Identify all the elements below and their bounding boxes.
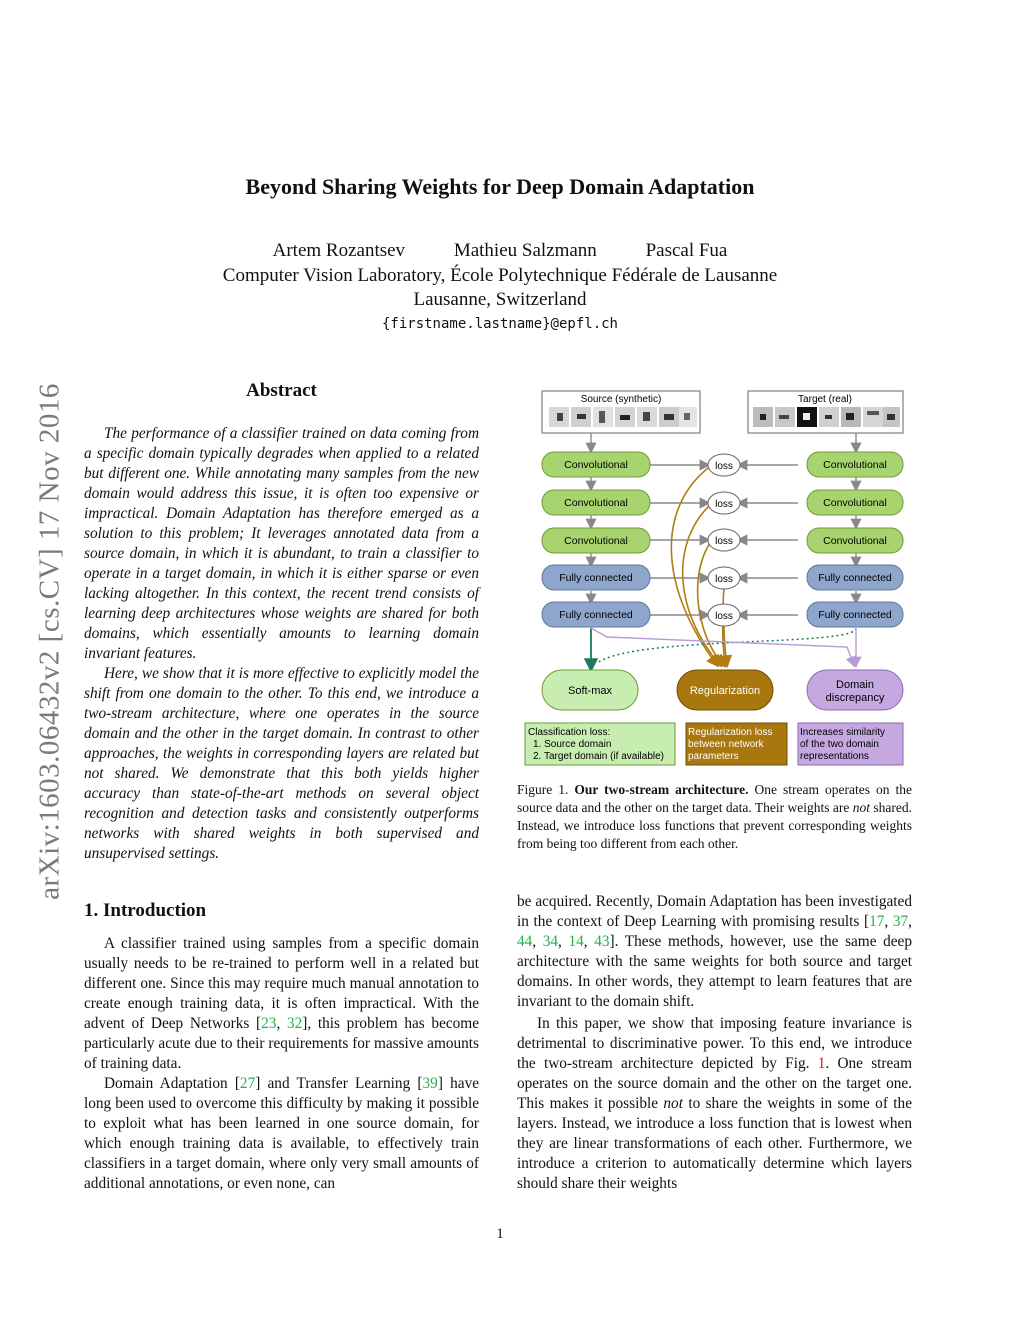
citation-link[interactable]: 17 (869, 913, 885, 930)
target-layer-label: Fully connected (818, 609, 892, 621)
abstract-paragraph: The performance of a classifier trained on data coming from a specific domain typically degrades when applied to a related but different one. While annotating many samples from the new domain would address this issue, it is often too expensive or impractical. Domain Adaptation has therefore emerged as a solution to this problem; It leverages annotated data from a source domain, in which it is abundant, to train a classifier to operate in a target domain, in which it is either sparse or even lacking altogether. In this context, the recent trend consists of learning deep architectures whose weights are shared for both domains, which essentially amounts to learning domain invariant features. (84, 425, 479, 662)
source-label: Source (synthetic) (580, 394, 662, 405)
figure-link[interactable]: 1 (817, 1055, 826, 1072)
intro-left-column (84, 934, 479, 1194)
target-layer-label: Convolutional (823, 459, 887, 471)
svg-text:loss: loss (715, 499, 733, 510)
svg-text:loss: loss (715, 611, 733, 622)
paper-title: Beyond Sharing Weights for Deep Domain Adaptation (245, 174, 755, 199)
citation-link[interactable]: 34 (542, 933, 559, 950)
svg-text:of the two domain: of the two domain (800, 739, 879, 750)
target-stream (807, 452, 903, 627)
svg-text:1. Source domain: 1. Source domain (533, 739, 612, 750)
location: Lausanne, Switzerland (413, 289, 587, 310)
intro-paragraph: A classifier trained using samples from a specific domain usually needs to be re-trained to perform well in a related but different one. Since this may require much manual annotation to create enough training data, it is often impractical. With the advent of Deep Networks [23, 32], this problem has become particularly acute due to their requirements for massive amounts of training data. (84, 935, 479, 1072)
target-layer-label: Fully connected (818, 572, 892, 584)
citation-link[interactable]: 39 (422, 1075, 438, 1092)
svg-text:loss: loss (715, 574, 733, 585)
author-list (0, 240, 1000, 262)
email: {firstname.lastname}@epfl.ch (381, 316, 618, 332)
target-image-strip (753, 407, 900, 427)
author-name: Artem Rozantsev (272, 240, 406, 261)
discrepancy-label: Domain (836, 679, 874, 691)
author-name: Mathieu Salzmann (453, 240, 597, 261)
affiliation: Computer Vision Laboratory, École Polytechnique Fédérale de Lausanne (222, 265, 778, 286)
svg-text:between network: between network (688, 739, 764, 750)
source-stream (542, 452, 650, 627)
svg-text:parameters: parameters (688, 751, 739, 762)
svg-text:loss: loss (715, 536, 733, 547)
regularization-label: Regularization (689, 685, 761, 697)
softmax-label: Soft-max (567, 685, 613, 697)
citation-link[interactable]: 44 (517, 933, 533, 950)
intro-paragraph: Domain Adaptation [27] and Transfer Learning [39] have long been used to overcome this difficulty by making it possible to exploit what has been learned in one source domain, for which enough training data is available, to effectively train classifiers in a target domain, where only very small amounts of additional annotations, or even none, can (84, 1075, 480, 1192)
svg-text:Increases similarity: Increases similarity (800, 727, 886, 738)
citation-link[interactable]: 23 (261, 1015, 277, 1032)
intro-right-column (517, 892, 912, 1194)
source-layer-label: Convolutional (564, 497, 628, 509)
arxiv-stamp (30, 345, 70, 945)
architecture-figure (517, 385, 917, 770)
svg-text:Regularization loss: Regularization loss (688, 727, 773, 738)
citation-link[interactable]: 43 (594, 933, 610, 950)
svg-text:Classification loss:: Classification loss: (528, 727, 611, 738)
source-image-strip (549, 407, 697, 427)
abstract-body (84, 424, 479, 864)
source-layer-label: Fully connected (559, 572, 633, 584)
discrepancy-label: discrepancy (825, 692, 885, 704)
target-label: Target (real) (798, 394, 852, 405)
figure-caption: Figure 1. Our two-stream architecture. One stream operates on the source data and the other on the target data. Their weights are not shared. Instead, we introduce loss functions that prevent corresponding weights from being too different from each other. (517, 782, 912, 851)
target-layer-label: Convolutional (823, 497, 887, 509)
source-layer-label: Convolutional (564, 459, 628, 471)
abstract-paragraph: Here, we show that it is more effective to explicitly model the shift from one domain to the other. To this end, we introduce a two-stream architecture, where one operates in the source domain and the other in the target domain. In contrast to other approaches, the weights in corresponding layers are related but not shared. We demonstrate that this both yields higher accuracy than state-of-the-art methods on several object recognition and detection tasks and consistently outperforms networks with shared weights in both supervised and unsupervised settings. (84, 665, 479, 862)
svg-text:representations: representations (800, 751, 869, 762)
citation-link[interactable]: 14 (568, 933, 584, 950)
arxiv-id: arXiv:1603.06432v2 [cs.CV] 17 Nov 2016 (33, 383, 66, 900)
citation-link[interactable]: 27 (239, 1075, 256, 1092)
intro-paragraph: be acquired. Recently, Domain Adaptation has been investigated in the context of Deep Learning with promising results [17, 37, 44, 34, 14, 43]. These methods, however, use the same deep architecture with the same weights for both source and target domains. In other words, they attempt to learn features that are invariant to the domain shift. (517, 893, 912, 1010)
target-layer-label: Convolutional (823, 535, 887, 547)
svg-text:2. Target domain (if available: 2. Target domain (if available) (533, 751, 664, 762)
page-number: 1 (496, 1226, 504, 1242)
abstract-heading: Abstract (246, 380, 317, 401)
source-layer-label: Fully connected (559, 609, 633, 621)
intro-paragraph: In this paper, we show that imposing feature invariance is detrimental to discriminative power. To this end, we introduce the two-stream architecture depicted by Fig. 1. One stream operates on the source domain and the other on the target one. This makes it possible not to share the weights in some of the layers. Instead, we introduce a loss function that is lowest when they are linear transformations of each other. Furthermore, we introduce a criterion to automatically determine which layers should share their weights (517, 1015, 912, 1192)
citation-link[interactable]: 32 (286, 1015, 303, 1032)
section-heading: 1. Introduction (84, 900, 207, 921)
citation-link[interactable]: 37 (892, 913, 909, 930)
svg-text:loss: loss (715, 461, 733, 472)
author-name: Pascal Fua (645, 240, 728, 261)
source-layer-label: Convolutional (564, 535, 628, 547)
